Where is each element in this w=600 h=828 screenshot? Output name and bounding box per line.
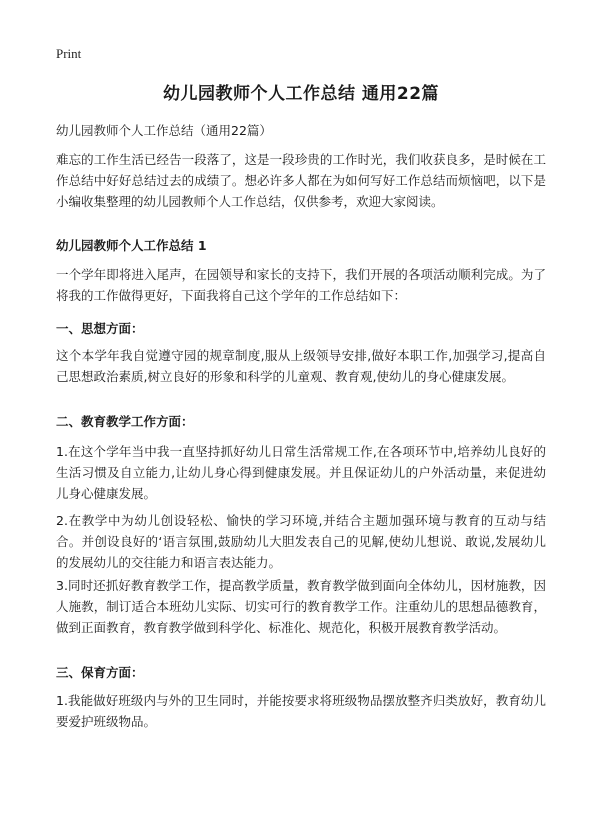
section-1-heading: 幼儿园教师个人工作总结 1 [56,238,207,253]
teaching-item-3: 3.同时还抓好教育教学工作，提高教学质量，教育教学做到面向全体幼儿，因材施教，因人施教，制订适合本班幼儿实际、切实可行的教育教学工作。注重幼儿的思想品德教育，做到正面教育，教育教学做到科学化、标准化、规范化，积极开展教育教学活动。 [56,578,546,635]
care-item-1: 1.我能做好班级内与外的卫生同时，并能按要求将班级物品摆放整齐归类放好，教育幼儿要爱护班级物品。 [56,693,546,729]
heading-thought: 一、思想方面： [56,321,144,336]
teaching-item-2: 2.在教学中为幼儿创设轻松、愉快的学习环境,并结合主题加强环境与教育的互动与结合。并创设良好的‘语言氛围,鼓励幼儿大胆发表自己的见解,使幼儿想说、敢说,发展幼儿的发展幼儿的交往能力和语言表达能力。 [56,513,546,570]
teaching-item-1: 1.在这个学年当中我一直坚持抓好幼儿日常生活常规工作,在各项环节中,培养幼儿良好的生活习惯及自立能力,让幼儿身心得到健康发展。并且保证幼儿的户外活动量，来促进幼儿身心健康发展。 [56,444,546,501]
thought-paragraph: 这个本学年我自觉遵守园的规章制度,服从上级领导安排,做好本职工作,加强学习,提高自己思想政治素质,树立良好的形象和科学的儿童观、教育观,使幼儿的身心健康发展。 [56,348,546,384]
section-1-intro: 一个学年即将进入尾声，在园领导和家长的支持下，我们开展的各项活动顺利完成。为了将我的工作做得更好，下面我将自己这个学年的工作总结如下： [56,267,546,303]
document-subtitle: 幼儿园教师个人工作总结（通用22篇） [56,123,272,138]
intro-paragraph: 难忘的工作生活已经告一段落了，这是一段珍贵的工作时光，我们收获良多，是时候在工作总结中好好总结过去的成绩了。想必许多人都在为如何写好工作总结而烦恼吧，以下是小编收集整理的幼儿园教师个人工作总结，仅供参考，欢迎大家阅读。 [56,152,546,209]
print-link[interactable]: Print [56,46,82,61]
page-title: 幼儿园教师个人工作总结 通用22篇 [162,84,440,104]
heading-teaching: 二、教育教学工作方面： [56,414,194,429]
heading-care: 三、保育方面： [56,665,144,680]
